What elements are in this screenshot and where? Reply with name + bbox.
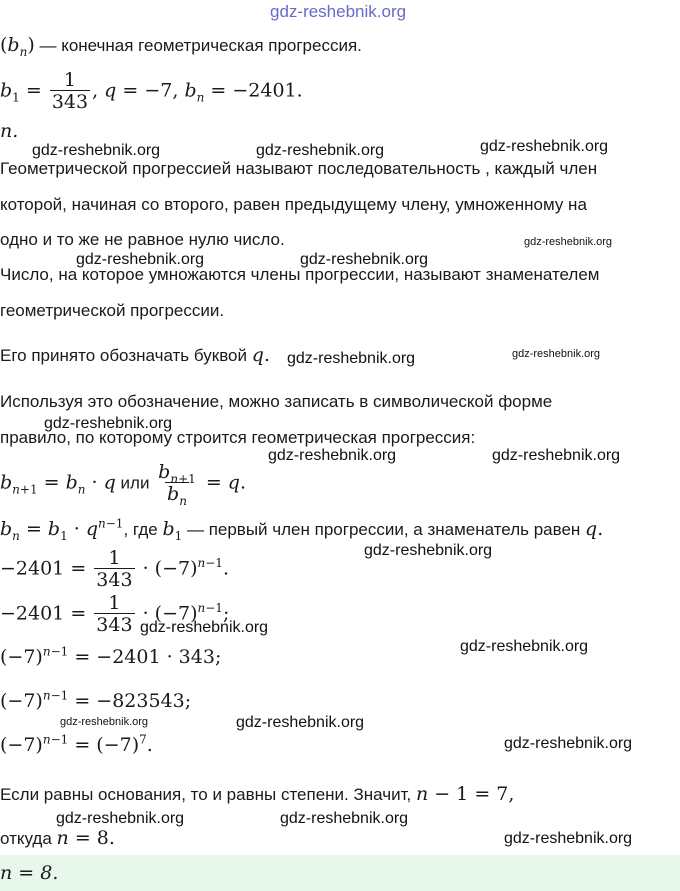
recurrence-formula: $b_{n+1} = b_n \cdot q$ или $\frac{b_{n+1}}{b_n}$ = q. [0,461,246,508]
watermark: gdz-reshebnik.org [460,638,589,655]
first-term-text: — первый член прогрессии, а знаменатель равен [182,520,586,539]
conclusion-line: откуда n = 8. [0,827,115,849]
notation-line: Его принято обозначать буквой q. [0,344,270,366]
watermark: gdz-reshebnik.org [300,251,429,268]
sequence-symbol: $(b_n)$ [0,34,35,59]
notation-text: Его принято обозначать буквой [0,346,252,365]
answer-box [0,855,680,891]
watermark: gdz-reshebnik.org [140,619,269,636]
watermark: gdz-reshebnik.org [60,716,149,728]
or-text: или [115,473,155,493]
watermark: gdz-reshebnik.org [76,251,205,268]
watermark: gdz-reshebnik.org [270,2,407,21]
watermark: gdz-reshebnik.org [56,810,185,827]
given-values: $b_1$ = $\frac{1}{343}$ , q = −7, $b_n = -2401$. [0,69,303,113]
whence-text: откуда [0,829,57,848]
definition-line: одно и то же не равное нулю число. [0,230,285,249]
definition-line: геометрической прогрессии. [0,301,225,320]
watermark: gdz-reshebnik.org [480,138,609,155]
condition-text: — конечная геометрическая прогрессия. [34,36,362,55]
definition-line: Число, на которое умножаются члены прогрессии, называют знаменателем [0,265,600,284]
where-text: , где [123,520,163,539]
conclusion-text: Если равны основания, то и равны степени. Значит, [0,785,416,804]
equation-step: $(-7)^{n-1} = (-7)^7$. [0,732,153,756]
definition-line: Геометрической прогрессией называют последовательность , каждый член [0,159,598,178]
equation-step: $(-7)^{n-1} = -823543$; [0,688,192,712]
watermark: gdz-reshebnik.org [287,350,416,367]
watermark: gdz-reshebnik.org [268,447,397,464]
watermark: gdz-reshebnik.org [492,447,621,464]
watermark: gdz-reshebnik.org [512,348,601,360]
definition-line: которой, начиная со второго, равен предыдущему члену, умноженному на [0,195,587,214]
definition-line: правило, по которому строится геометрическая прогрессия: [0,428,476,447]
general-term-formula: $b_n = b_1 \cdot q^{n-1}$, где $b_1$ — первый член прогрессии, а знаменатель равен q. [0,516,604,543]
watermark: gdz-reshebnik.org [236,714,365,731]
answer: n = 8. [0,862,59,884]
condition-line [0,34,362,57]
equation-step: −2401 = $\frac{1}{343}$ · $(-7)^{n-1}$; [0,592,230,636]
watermark: gdz-reshebnik.org [280,810,409,827]
watermark: gdz-reshebnik.org [364,542,493,559]
find-label: n. [0,120,19,142]
equation-step: −2401 = $\frac{1}{343}$ · $(-7)^{n-1}$. [0,547,229,591]
equation-step: $(-7)^{n-1} = -2401 \cdot 343$; [0,644,222,668]
watermark: gdz-reshebnik.org [504,830,633,847]
watermark: gdz-reshebnik.org [504,735,633,752]
conclusion-line: Если равны основания, то и равны степени. Значит, n − 1 = 7, [0,783,515,805]
watermark: gdz-reshebnik.org [256,142,385,159]
watermark: gdz-reshebnik.org [524,236,613,248]
watermark: gdz-reshebnik.org [44,415,173,432]
definition-line: Используя это обозначение, можно записать в символической форме [0,392,553,411]
watermark: gdz-reshebnik.org [32,142,161,159]
